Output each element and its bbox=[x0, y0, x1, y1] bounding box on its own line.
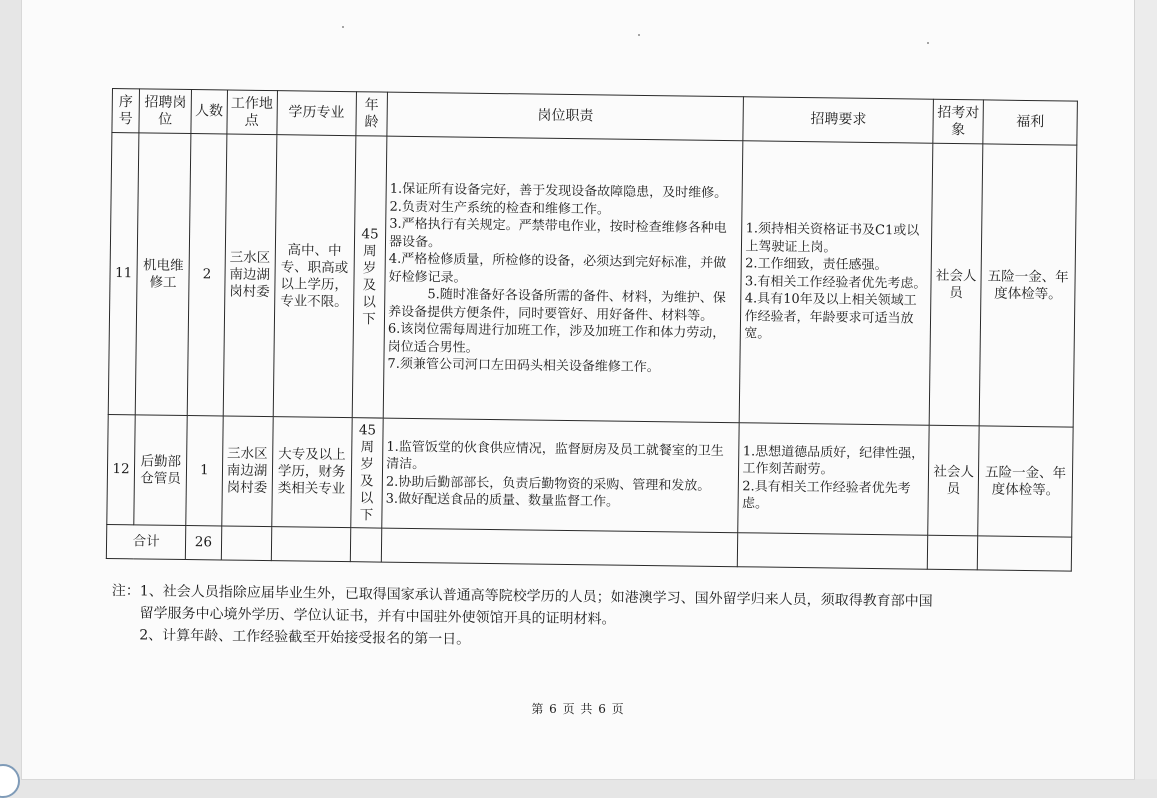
row-education: 高中、中专、职高或以上学历，专业不限。 bbox=[273, 135, 356, 418]
duty-item: 1.监管饭堂的伙食供应情况，监督厨房及员工就餐室的卫生清洁。 bbox=[386, 439, 724, 473]
row-target: 社会人员 bbox=[929, 143, 983, 426]
duty-item: 3.做好配送食品的质量、数量监督工作。 bbox=[385, 491, 620, 510]
scan-speck bbox=[638, 34, 640, 36]
header-benefits: 福利 bbox=[983, 100, 1077, 145]
total-count: 26 bbox=[186, 526, 222, 560]
header-seq: 序号 bbox=[112, 89, 140, 133]
duty-item: 6.该岗位需每周进行加班工作，涉及加班工作和体力劳动，岗位适合男性。 bbox=[387, 321, 726, 356]
requirement-item: 1.须持相关资格证书及C1或以上驾驶证上岗。 bbox=[745, 221, 920, 256]
row-age: 45周岁及以下 bbox=[351, 418, 384, 528]
row-location: 三水区南边湖岗村委 bbox=[221, 416, 272, 527]
row-duties bbox=[382, 418, 740, 533]
empty-cell bbox=[350, 528, 382, 562]
note-line-3: 2、计算年龄、工作经验截至开始接受报名的第一日。 bbox=[139, 627, 471, 648]
page-number: 第 6 页 共 6 页 bbox=[531, 702, 625, 716]
recruitment-table-wrapper bbox=[106, 88, 1078, 572]
empty-cell bbox=[977, 536, 1071, 571]
scan-speck bbox=[342, 26, 344, 28]
row-seq: 11 bbox=[108, 133, 139, 415]
header-count: 人数 bbox=[191, 90, 227, 134]
row-count: 1 bbox=[186, 416, 223, 526]
total-label: 合计 bbox=[106, 524, 186, 559]
requirement-item: 1.思想道德品质好，纪律性强，工作刻苦耐劳。 bbox=[742, 443, 925, 478]
duty-item: 1.保证所有设备完好，善于发现设备故障隐患，及时维修。 bbox=[389, 181, 728, 202]
viewer-scroll-strip[interactable] bbox=[1134, 0, 1157, 779]
duty-item: 7.须兼管公司河口左田码头相关设备维修工作。 bbox=[387, 356, 660, 376]
row-location: 三水区南边湖岗村委 bbox=[223, 134, 277, 417]
header-location: 工作地点 bbox=[227, 90, 278, 135]
empty-cell bbox=[927, 535, 977, 570]
header-target: 招考对象 bbox=[933, 99, 984, 144]
requirement-item: 2.工作细致，责任感强。 bbox=[745, 256, 888, 274]
document-page bbox=[22, 0, 1134, 779]
notes-section bbox=[111, 580, 1072, 659]
duty-item: 4.严格检修质量，所检修的设备，必须达到完好标准，并做好检修记录。 bbox=[388, 251, 727, 286]
header-duties: 岗位职责 bbox=[387, 92, 744, 141]
header-position: 招聘岗位 bbox=[139, 89, 192, 134]
row-requirements bbox=[738, 423, 929, 535]
duty-item: 2.协助后勤部部长，负责后勤物资的采购、管理和发放。 bbox=[385, 474, 711, 494]
header-age: 年龄 bbox=[356, 92, 388, 136]
scan-speck bbox=[927, 42, 929, 44]
empty-cell bbox=[271, 527, 351, 562]
header-education: 学历专业 bbox=[277, 91, 357, 136]
row-age: 45周岁及以下 bbox=[352, 136, 387, 418]
row-requirements bbox=[740, 141, 933, 425]
header-requirements: 招聘要求 bbox=[743, 97, 933, 143]
duty-item: 3.严格执行有关规定。严禁带电作业，按时检查维修各种电器设备。 bbox=[388, 216, 727, 251]
requirement-item: 2.具有相关工作经验者优先考虑。 bbox=[741, 478, 911, 512]
row-count: 2 bbox=[187, 134, 226, 416]
duty-item: 5.随时准备好各设备所需的备件、材料，为维护、保养设备提供方便条件，同时要管好、用好备件、材料等。 bbox=[388, 287, 726, 324]
row-position: 机电维修工 bbox=[135, 133, 191, 416]
empty-cell bbox=[381, 528, 738, 567]
empty-cell bbox=[221, 526, 271, 561]
row-seq: 12 bbox=[107, 414, 136, 524]
duty-item: 2.负责对生产系统的检查和维修工作。 bbox=[389, 199, 611, 218]
requirement-item: 4.具有10年及以上相关领域工作经验者，年龄要求可适当放宽。 bbox=[744, 291, 917, 342]
requirement-item: 3.有相关工作经验者优先考虑。 bbox=[744, 274, 927, 292]
recruitment-table bbox=[106, 88, 1078, 572]
row-benefits: 五险一金、年度体检等。 bbox=[978, 426, 1073, 537]
row-benefits: 五险一金、年度体检等。 bbox=[979, 144, 1077, 427]
table-row bbox=[108, 133, 1077, 428]
corner-badge-icon[interactable] bbox=[0, 764, 20, 798]
empty-cell bbox=[738, 533, 928, 569]
note-line-2: 留学服务中心境外学历、学位认证书，并有中国驻外使领馆开具的证明材料。 bbox=[139, 605, 616, 628]
note-line-1: 注：1、社会人员指除应届毕业生外，已取得国家承认普通高等院校学历的人员；如港澳学习、国外留学归来人员，须取得教育部中国 bbox=[111, 582, 933, 610]
row-position: 后勤部仓管员 bbox=[134, 415, 188, 526]
row-duties bbox=[383, 136, 743, 423]
row-target: 社会人员 bbox=[928, 425, 979, 536]
row-education: 大专及以上学历，财务类相关专业 bbox=[271, 417, 352, 528]
table-row bbox=[107, 414, 1073, 537]
